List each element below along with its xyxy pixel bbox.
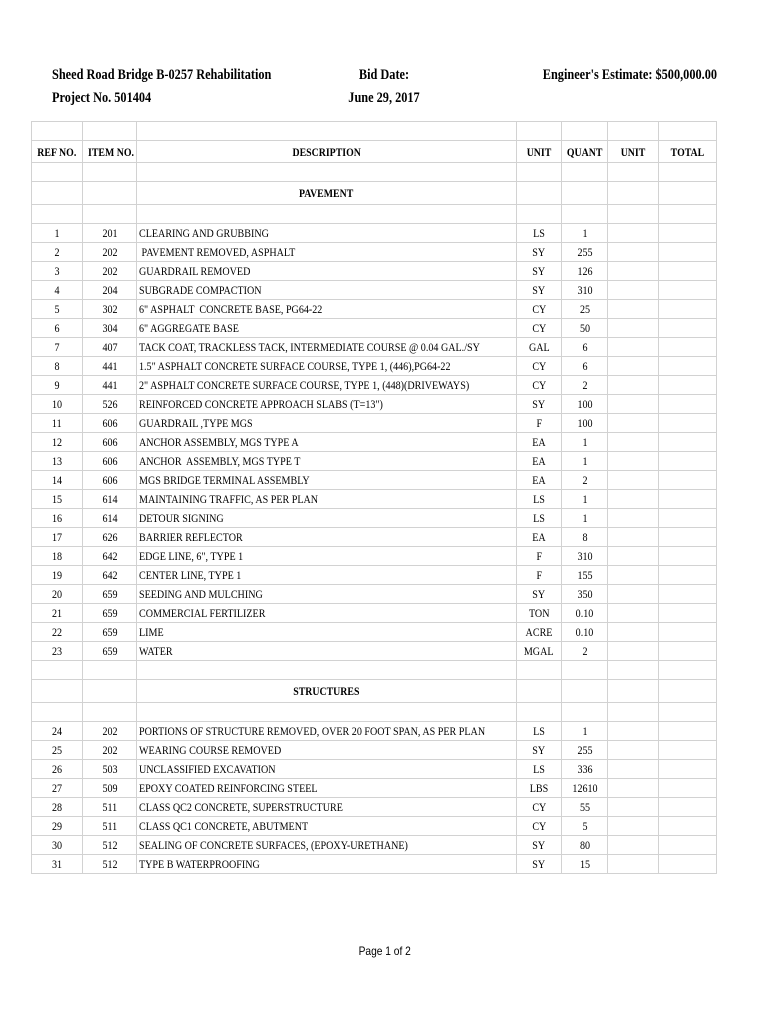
table-row: [32, 741, 717, 760]
ref-no-cell: 21: [32, 604, 83, 623]
spacer-row: [32, 703, 717, 722]
column-header-row: [32, 141, 717, 163]
quant-cell: 55: [562, 798, 608, 817]
quant-cell: 255: [562, 243, 608, 262]
bid-items-table: [31, 121, 717, 874]
quant-cell: 50: [562, 319, 608, 338]
description-cell: WATER: [137, 642, 517, 661]
quant-cell: 1: [562, 722, 608, 741]
total-cell: [659, 471, 717, 490]
description-cell: TYPE B WATERPROOFING: [137, 855, 517, 874]
table-row: [32, 471, 717, 490]
item-no-cell: 202: [83, 722, 137, 741]
quant-cell: 1: [562, 224, 608, 243]
unit-price-cell: [608, 623, 659, 642]
total-cell: [659, 566, 717, 585]
ref-no-cell: 11: [32, 414, 83, 433]
table-row: [32, 300, 717, 319]
description-cell: MAINTAINING TRAFFIC, AS PER PLAN: [137, 490, 517, 509]
ref-no-cell: 24: [32, 722, 83, 741]
unit-price-cell: [608, 357, 659, 376]
quant-cell: 155: [562, 566, 608, 585]
item-no-cell: 441: [83, 357, 137, 376]
unit-cell: SY: [517, 395, 562, 414]
quant-cell: 255: [562, 741, 608, 760]
table-row: [32, 509, 717, 528]
ref-no-cell: 4: [32, 281, 83, 300]
total-cell: [659, 547, 717, 566]
item-no-cell: 659: [83, 585, 137, 604]
unit-cell: CY: [517, 300, 562, 319]
unit-price-cell: [608, 566, 659, 585]
ref-no-cell: 3: [32, 262, 83, 281]
unit-price-cell: [608, 798, 659, 817]
unit-price-cell: [608, 642, 659, 661]
ref-no-cell: 13: [32, 452, 83, 471]
quant-cell: 15: [562, 855, 608, 874]
ref-no-cell: 14: [32, 471, 83, 490]
total-cell: [659, 741, 717, 760]
ref-no-cell: 23: [32, 642, 83, 661]
unit-price-cell: [608, 604, 659, 623]
unit-cell: SY: [517, 281, 562, 300]
quant-cell: 5: [562, 817, 608, 836]
unit-cell: EA: [517, 433, 562, 452]
table-row: [32, 262, 717, 281]
description-cell: ANCHOR ASSEMBLY, MGS TYPE T: [137, 452, 517, 471]
item-no-cell: 606: [83, 414, 137, 433]
unit-price-cell: [608, 471, 659, 490]
quant-cell: 310: [562, 281, 608, 300]
ref-no-cell: 31: [32, 855, 83, 874]
total-cell: [659, 281, 717, 300]
quant-cell: 2: [562, 376, 608, 395]
item-no-cell: 511: [83, 798, 137, 817]
item-no-cell: 512: [83, 855, 137, 874]
unit-cell: SY: [517, 836, 562, 855]
unit-price-cell: [608, 836, 659, 855]
ref-no-cell: 22: [32, 623, 83, 642]
col-total: TOTAL: [659, 141, 717, 163]
ref-no-cell: 2: [32, 243, 83, 262]
total-cell: [659, 357, 717, 376]
ref-no-cell: 6: [32, 319, 83, 338]
unit-price-cell: [608, 281, 659, 300]
quant-cell: 8: [562, 528, 608, 547]
item-no-cell: 441: [83, 376, 137, 395]
ref-no-cell: 25: [32, 741, 83, 760]
unit-cell: SY: [517, 585, 562, 604]
quant-cell: 25: [562, 300, 608, 319]
description-cell: GUARDRAIL ,TYPE MGS: [137, 414, 517, 433]
unit-price-cell: [608, 300, 659, 319]
section-title: PAVEMENT: [137, 182, 517, 205]
quant-cell: 1: [562, 490, 608, 509]
spacer-row: [32, 122, 717, 141]
description-cell: 2" ASPHALT CONCRETE SURFACE COURSE, TYPE 1, (448)(DRIVEWAYS): [137, 376, 517, 395]
section-row: [32, 680, 717, 703]
ref-no-cell: 10: [32, 395, 83, 414]
quant-cell: 1: [562, 433, 608, 452]
quant-cell: 350: [562, 585, 608, 604]
total-cell: [659, 623, 717, 642]
item-no-cell: 302: [83, 300, 137, 319]
project-number: Project No. 501404: [52, 90, 152, 106]
total-cell: [659, 760, 717, 779]
unit-cell: CY: [517, 357, 562, 376]
quant-cell: 6: [562, 338, 608, 357]
total-cell: [659, 243, 717, 262]
item-no-cell: 512: [83, 836, 137, 855]
col-ref-no: REF NO.: [32, 141, 83, 163]
item-no-cell: 204: [83, 281, 137, 300]
item-no-cell: 201: [83, 224, 137, 243]
total-cell: [659, 836, 717, 855]
section-title: STRUCTURES: [137, 680, 517, 703]
unit-price-cell: [608, 779, 659, 798]
table-row: [32, 357, 717, 376]
description-cell: UNCLASSIFIED EXCAVATION: [137, 760, 517, 779]
item-no-cell: 642: [83, 547, 137, 566]
quant-cell: 80: [562, 836, 608, 855]
description-cell: COMMERCIAL FERTILIZER: [137, 604, 517, 623]
total-cell: [659, 817, 717, 836]
description-cell: PORTIONS OF STRUCTURE REMOVED, OVER 20 FOOT SPAN, AS PER PLAN: [137, 722, 517, 741]
project-title: Sheed Road Bridge B-0257 Rehabilitation: [52, 67, 272, 83]
table-row: [32, 281, 717, 300]
table-row: [32, 528, 717, 547]
unit-price-cell: [608, 490, 659, 509]
quant-cell: 126: [562, 262, 608, 281]
unit-cell: CY: [517, 376, 562, 395]
ref-no-cell: 29: [32, 817, 83, 836]
table-row: [32, 414, 717, 433]
description-cell: SEEDING AND MULCHING: [137, 585, 517, 604]
description-cell: WEARING COURSE REMOVED: [137, 741, 517, 760]
unit-price-cell: [608, 433, 659, 452]
quant-cell: 2: [562, 471, 608, 490]
unit-cell: EA: [517, 471, 562, 490]
item-no-cell: 202: [83, 243, 137, 262]
unit-cell: GAL: [517, 338, 562, 357]
item-no-cell: 202: [83, 262, 137, 281]
total-cell: [659, 433, 717, 452]
ref-no-cell: 27: [32, 779, 83, 798]
item-no-cell: 659: [83, 642, 137, 661]
bid-date-label: Bid Date:: [358, 67, 410, 83]
description-cell: MGS BRIDGE TERMINAL ASSEMBLY: [137, 471, 517, 490]
item-no-cell: 659: [83, 623, 137, 642]
description-cell: SEALING OF CONCRETE SURFACES, (EPOXY-URETHANE): [137, 836, 517, 855]
description-cell: BARRIER REFLECTOR: [137, 528, 517, 547]
unit-cell: LS: [517, 509, 562, 528]
ref-no-cell: 7: [32, 338, 83, 357]
table-row: [32, 722, 717, 741]
table-row: [32, 760, 717, 779]
table-row: [32, 224, 717, 243]
table-row: [32, 836, 717, 855]
quant-cell: 310: [562, 547, 608, 566]
unit-cell: SY: [517, 243, 562, 262]
total-cell: [659, 604, 717, 623]
unit-price-cell: [608, 395, 659, 414]
ref-no-cell: 1: [32, 224, 83, 243]
unit-cell: CY: [517, 817, 562, 836]
unit-cell: EA: [517, 452, 562, 471]
ref-no-cell: 19: [32, 566, 83, 585]
col-description: DESCRIPTION: [137, 141, 517, 163]
quant-cell: 1: [562, 452, 608, 471]
table-body: [32, 122, 717, 874]
table-row: [32, 798, 717, 817]
table-row: [32, 452, 717, 471]
item-no-cell: 304: [83, 319, 137, 338]
table-row: [32, 243, 717, 262]
ref-no-cell: 18: [32, 547, 83, 566]
description-cell: 6" ASPHALT CONCRETE BASE, PG64-22: [137, 300, 517, 319]
item-no-cell: 526: [83, 395, 137, 414]
description-cell: 6" AGGREGATE BASE: [137, 319, 517, 338]
description-cell: GUARDRAIL REMOVED: [137, 262, 517, 281]
total-cell: [659, 528, 717, 547]
unit-price-cell: [608, 528, 659, 547]
unit-cell: ACRE: [517, 623, 562, 642]
ref-no-cell: 9: [32, 376, 83, 395]
unit-price-cell: [608, 741, 659, 760]
table-row: [32, 817, 717, 836]
unit-price-cell: [608, 855, 659, 874]
ref-no-cell: 30: [32, 836, 83, 855]
description-cell: EDGE LINE, 6", TYPE 1: [137, 547, 517, 566]
unit-cell: EA: [517, 528, 562, 547]
unit-price-cell: [608, 224, 659, 243]
unit-cell: LS: [517, 760, 562, 779]
item-no-cell: 202: [83, 741, 137, 760]
spacer-row: [32, 163, 717, 182]
item-no-cell: 626: [83, 528, 137, 547]
description-cell: EPOXY COATED REINFORCING STEEL: [137, 779, 517, 798]
ref-no-cell: 20: [32, 585, 83, 604]
item-no-cell: 511: [83, 817, 137, 836]
total-cell: [659, 319, 717, 338]
table-row: [32, 433, 717, 452]
table-row: [32, 395, 717, 414]
total-cell: [659, 585, 717, 604]
total-cell: [659, 395, 717, 414]
quant-cell: 100: [562, 395, 608, 414]
unit-cell: SY: [517, 855, 562, 874]
unit-price-cell: [608, 547, 659, 566]
unit-cell: CY: [517, 319, 562, 338]
table-row: [32, 376, 717, 395]
table-row: [32, 642, 717, 661]
unit-price-cell: [608, 262, 659, 281]
quant-cell: 336: [562, 760, 608, 779]
item-no-cell: 509: [83, 779, 137, 798]
total-cell: [659, 798, 717, 817]
table-row: [32, 779, 717, 798]
unit-cell: F: [517, 414, 562, 433]
unit-price-cell: [608, 452, 659, 471]
quant-cell: 1: [562, 509, 608, 528]
total-cell: [659, 642, 717, 661]
unit-cell: CY: [517, 798, 562, 817]
unit-cell: SY: [517, 741, 562, 760]
ref-no-cell: 17: [32, 528, 83, 547]
description-cell: CLASS QC1 CONCRETE, ABUTMENT: [137, 817, 517, 836]
total-cell: [659, 338, 717, 357]
unit-cell: SY: [517, 262, 562, 281]
table-row: [32, 585, 717, 604]
description-cell: 1.5" ASPHALT CONCRETE SURFACE COURSE, TYPE 1, (446),PG64-22: [137, 357, 517, 376]
description-cell: REINFORCED CONCRETE APPROACH SLABS (T=13"): [137, 395, 517, 414]
quant-cell: 2: [562, 642, 608, 661]
item-no-cell: 659: [83, 604, 137, 623]
ref-no-cell: 15: [32, 490, 83, 509]
unit-cell: TON: [517, 604, 562, 623]
description-cell: CLASS QC2 CONCRETE, SUPERSTRUCTURE: [137, 798, 517, 817]
item-no-cell: 614: [83, 509, 137, 528]
ref-no-cell: 8: [32, 357, 83, 376]
unit-cell: MGAL: [517, 642, 562, 661]
description-cell: CENTER LINE, TYPE 1: [137, 566, 517, 585]
page-number: Page 1 of 2: [358, 944, 412, 958]
table-row: [32, 604, 717, 623]
item-no-cell: 606: [83, 452, 137, 471]
total-cell: [659, 224, 717, 243]
item-no-cell: 407: [83, 338, 137, 357]
total-cell: [659, 779, 717, 798]
ref-no-cell: 26: [32, 760, 83, 779]
total-cell: [659, 300, 717, 319]
total-cell: [659, 414, 717, 433]
quant-cell: 0.10: [562, 604, 608, 623]
unit-price-cell: [608, 760, 659, 779]
col-item-no: ITEM NO.: [83, 141, 137, 163]
ref-no-cell: 12: [32, 433, 83, 452]
description-cell: DETOUR SIGNING: [137, 509, 517, 528]
ref-no-cell: 5: [32, 300, 83, 319]
table-row: [32, 490, 717, 509]
item-no-cell: 642: [83, 566, 137, 585]
total-cell: [659, 452, 717, 471]
col-unit-price: UNIT: [608, 141, 659, 163]
unit-price-cell: [608, 376, 659, 395]
quant-cell: 0.10: [562, 623, 608, 642]
description-cell: SUBGRADE COMPACTION: [137, 281, 517, 300]
unit-price-cell: [608, 585, 659, 604]
unit-price-cell: [608, 338, 659, 357]
description-cell: PAVEMENT REMOVED, ASPHALT: [137, 243, 517, 262]
table-row: [32, 623, 717, 642]
item-no-cell: 614: [83, 490, 137, 509]
total-cell: [659, 509, 717, 528]
unit-cell: LS: [517, 224, 562, 243]
unit-price-cell: [608, 509, 659, 528]
spacer-row: [32, 661, 717, 680]
col-quant: QUANT: [562, 141, 608, 163]
section-row: [32, 182, 717, 205]
unit-price-cell: [608, 243, 659, 262]
quant-cell: 100: [562, 414, 608, 433]
unit-price-cell: [608, 414, 659, 433]
total-cell: [659, 490, 717, 509]
total-cell: [659, 722, 717, 741]
total-cell: [659, 262, 717, 281]
item-no-cell: 606: [83, 471, 137, 490]
unit-cell: LBS: [517, 779, 562, 798]
table-row: [32, 338, 717, 357]
description-cell: ANCHOR ASSEMBLY, MGS TYPE A: [137, 433, 517, 452]
unit-price-cell: [608, 319, 659, 338]
quant-cell: 12610: [562, 779, 608, 798]
table-row: [32, 547, 717, 566]
unit-cell: LS: [517, 722, 562, 741]
description-cell: TACK COAT, TRACKLESS TACK, INTERMEDIATE COURSE @ 0.04 GAL./SY: [137, 338, 517, 357]
ref-no-cell: 16: [32, 509, 83, 528]
table-row: [32, 566, 717, 585]
engineers-estimate: Engineer's Estimate: $500,000.00: [542, 67, 717, 83]
table-row: [32, 855, 717, 874]
unit-cell: F: [517, 566, 562, 585]
total-cell: [659, 376, 717, 395]
description-cell: CLEARING AND GRUBBING: [137, 224, 517, 243]
unit-cell: F: [517, 547, 562, 566]
table-row: [32, 319, 717, 338]
ref-no-cell: 28: [32, 798, 83, 817]
total-cell: [659, 855, 717, 874]
unit-price-cell: [608, 722, 659, 741]
spacer-row: [32, 205, 717, 224]
unit-price-cell: [608, 817, 659, 836]
bid-date: June 29, 2017: [348, 90, 420, 106]
unit-cell: LS: [517, 490, 562, 509]
description-cell: LIME: [137, 623, 517, 642]
quant-cell: 6: [562, 357, 608, 376]
item-no-cell: 503: [83, 760, 137, 779]
item-no-cell: 606: [83, 433, 137, 452]
col-unit: UNIT: [517, 141, 562, 163]
